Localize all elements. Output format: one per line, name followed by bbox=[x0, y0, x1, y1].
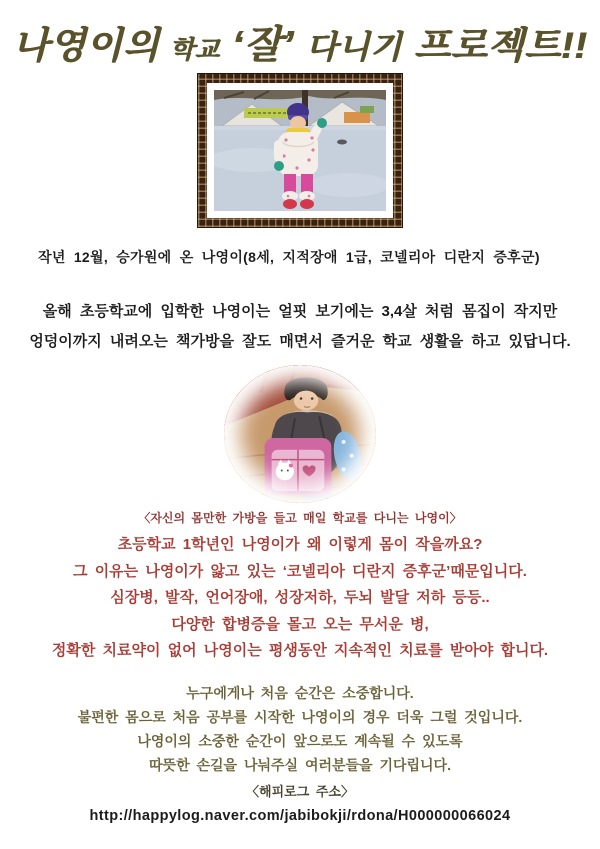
closing-text-line: 누구에게나 처음 순간은 소중합니다. bbox=[186, 684, 414, 701]
red-text-line: 정확한 치료약이 없어 나영이는 평생동안 지속적인 치료를 받아야 합니다. bbox=[51, 642, 549, 659]
backpack-photo bbox=[224, 365, 376, 503]
school-paragraph bbox=[0, 297, 600, 357]
winter-photo-frame bbox=[198, 74, 402, 227]
backpack-photo-oval bbox=[224, 365, 376, 503]
red-text-line: 초등학교 1학년인 나영이가 왜 이렇게 몸이 작을까요? bbox=[117, 536, 483, 553]
ornate-border bbox=[198, 74, 402, 227]
red-text-line: 그 이유는 나영이가 앓고 있는 ‘코넬리아 디란지 증후군’때문입니다. bbox=[73, 562, 527, 580]
intro-line: 작년 12월, 승가원에 온 나영이(8세, 지적장애 1급, 코넬리아 디란지 증후군) bbox=[38, 249, 540, 265]
photo-caption: 〈자신의 몸만한 가방을 들고 매일 학교를 다니는 나영이〉 bbox=[138, 511, 462, 525]
title-segment: ‘잘’ bbox=[231, 24, 295, 67]
page-title bbox=[0, 0, 600, 67]
red-text-line: 심장병, 발작, 언어장애, 성장저하, 두뇌 발달 저하 등등.. bbox=[110, 589, 490, 606]
closing-text-line: 불편한 몸으로 처음 공부를 시작한 나영이의 경우 더욱 그럴 것입니다. bbox=[77, 708, 523, 725]
winter-photo bbox=[214, 90, 386, 211]
happylog-label: 〈해피로그 주소〉 bbox=[246, 783, 354, 799]
school-paragraph-line1: 올해 초등학교에 입학한 나영이는 얼핏 보기에는 3,4살 처럼 몸집이 작지만 bbox=[42, 303, 558, 320]
red-text-line: 다양한 합병증을 몰고 오는 무서운 병, bbox=[171, 615, 429, 633]
title-segment: 프로젝트!! bbox=[413, 25, 588, 66]
title-segment: 나영이의 bbox=[12, 25, 160, 66]
backpack-photo-wrap bbox=[224, 365, 376, 503]
title-segment: 다니기 bbox=[306, 29, 402, 65]
closing-text-block bbox=[0, 681, 600, 777]
closing-text-line: 따뜻한 손길을 나눠주실 여러분들을 기다립니다. bbox=[149, 756, 451, 773]
closing-text-line: 나영이의 소중한 순간이 앞으로도 계속될 수 있도록 bbox=[137, 732, 463, 749]
photo-mat bbox=[207, 83, 393, 218]
school-paragraph-line2: 엉덩이까지 내려오는 책가방을 잘도 매면서 즐거운 학교 생활을 하고 있답니다. bbox=[29, 333, 571, 350]
red-text-block bbox=[0, 532, 600, 665]
title-segment: 학교 bbox=[169, 36, 220, 64]
happylog-url[interactable]: http://happylog.naver.com/jabibokji/rdona/H000000066024 bbox=[89, 807, 511, 824]
